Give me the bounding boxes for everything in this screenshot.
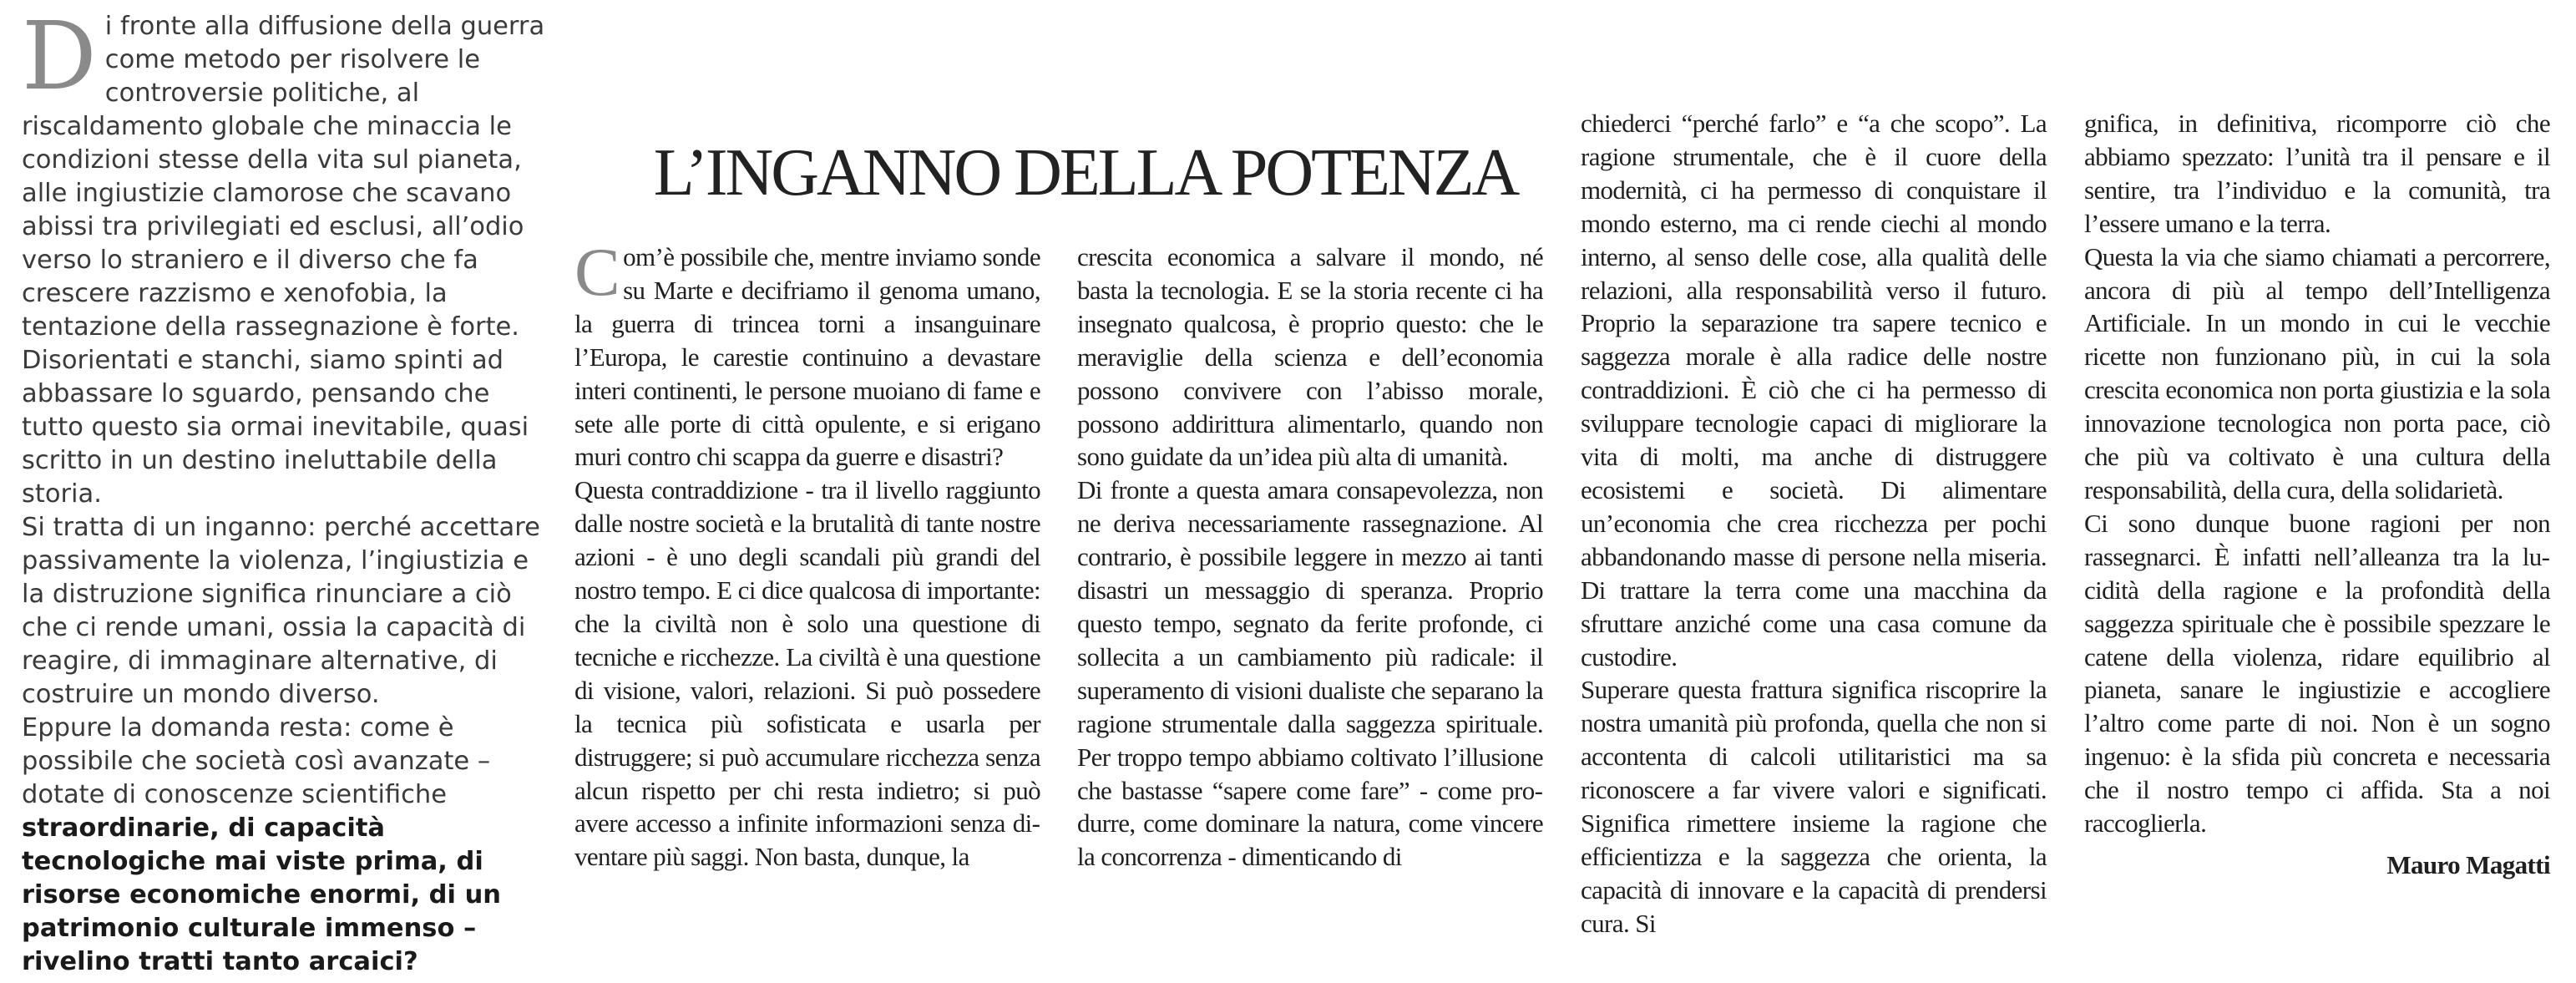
article-title: L’INGANNO DELLA POTENZA xyxy=(653,136,1518,210)
sidebar-paragraph-3 xyxy=(22,712,548,979)
article-dropcap: C xyxy=(574,234,620,310)
col4-paragraph-3: Ci sono dunque buone ragioni per non rassegnarci. È infatti nell’alleanza tra la lucidità della ragione e la profondità della saggezza spirituale che è possibile spezzare le catene della violenza, ridare equilibrio al pianeta, sanare le ingiustizie e accogliere l’altro come parte di noi. Non è un sogno ingenuo: è la sfida più concreta e necessaria che il nostro tempo ci affida. Sta a noi raccoglierla. xyxy=(2084,508,2550,839)
col2-paragraph-2: Di fronte a questa amara consapevolezza, non ne deriva necessariamente rassegnazione. Al contrario, è possibile leggere in mezzo ai tanti disastri un messaggio di speranza. Proprio questo tempo, segnato da ferite profonde, ci sollecita a un cambiamento più radicale: il superamento di visioni dualiste che separano la ragione strumentale dalla saggezza spirituale. Per troppo tempo abbiamo coltivato l’illusione che bastasse “sapere come fare” - come produrre, come dominare la natura, come vincere la concorrenza - dimenticando di xyxy=(1077,475,1543,872)
article-column-1 xyxy=(574,234,1040,874)
sidebar-column xyxy=(22,3,548,979)
sidebar-paragraph-3-bold: straordinarie, di capacità tecnologiche mai viste prima, di risorse economiche enormi, di un patrimonio culturale immenso – rivelino tratti tanto arcaici? xyxy=(22,813,501,976)
author-byline: Mauro Magatti xyxy=(2386,849,2550,879)
col1-paragraph-1-text: om’è possibile che, mentre inviamo sonde su Marte e decifriamo il genoma umano, la guerra di trincea torni a insanguinare l’Europa, le carestie continuino a devastare interi continenti, le persone muoiano di fame e sete alle porte di città opulente, e si erigano muri contro chi scappa da guerre e disastri? xyxy=(574,242,1040,472)
article-column-4 xyxy=(2084,107,2550,882)
sidebar-dropcap: D xyxy=(22,3,97,111)
sidebar-paragraph-3-plain: Eppure la domanda resta: come è possibile che società così avanzate – dotate di conoscenze scientifiche xyxy=(22,713,491,809)
sidebar-paragraph-2: Si tratta di un inganno: perché accettare passivamente la violenza, l’ingiustizia e la distruzione significa rinunciare a ciò che ci rende umani, ossia la capacità di reagire, di immaginare alternative, di costruire un mondo diverso. xyxy=(22,513,540,709)
col3-paragraph-1: chiederci “perché farlo” e “a che scopo”. La ragione strumentale, che è il cuore della modernità, ci ha permesso di conquistare il mondo esterno, ma ci rende ciechi al mondo interno, al senso delle cose, alla qualità delle relazioni, alla responsabilità verso il futuro. Proprio la separazione tra sapere tecnico e saggezza morale è alla radice delle nostre contraddizioni. È ciò che ci ha permesso di sviluppare tecnologie capaci di migliorare la vita di molti, ma anche di distruggere ecosistemi e società. Di alimentare un’economia che crea ricchezza per pochi abbandonando masse di persone nella miseria. Di trattare la terra come una macchina da sfruttare anziché come una casa comune da custodire. xyxy=(1581,109,2047,671)
article-column-3 xyxy=(1581,107,2047,940)
col1-paragraph-1 xyxy=(574,234,1040,474)
article-column-2 xyxy=(1077,241,1543,874)
col1-paragraph-2: Questa contraddizione - tra il livello raggiunto dalle nostre società e la brutalità di tante nostre azioni - è uno degli scandali più grandi del nostro tempo. E ci dice qualcosa di importante: che la civiltà non è solo una questione di tecniche e ricchezze. La civiltà è una questione di visione, valori, relazioni. Si può possedere la tecnica più sofisticata e usarla per distruggere; si può accumulare ricchezza senza alcun rispetto per chi resta indietro; si può avere accesso a infinite informazioni senza diventare più saggi. Non basta, dunque, la xyxy=(574,475,1040,872)
col3-paragraph-2: Superare questa frattura significa riscoprire la nostra umanità più profonda, quella che non si accontenta di calcoli utilitaristici ma sa riconoscere a far vivere valori e significati. Significa rimettere insieme la ragione che efficientizza e la saggezza che orienta, la capacità di innovare e la capacità di prendersi cura. Si xyxy=(1581,675,2047,938)
col2-paragraph-1: crescita economica a salvare il mondo, né basta la tecnologia. E se la storia recente ci ha insegnato qualcosa, è proprio questo: che le meraviglie della scienza e dell’economia possono convivere con l’abisso morale, possono addirittura alimentarlo, quando non sono guidate da un’idea più alta di umanità. xyxy=(1077,242,1543,472)
sidebar-paragraph-1-text: i fronte alla diffusione della guerra come metodo per risolvere le controversie politiche, al riscaldamento globale che minaccia le condizioni stesse della vita sul pianeta, alle ingiustizie clamorose che scavano abissi tra privilegiati ed esclusi, all’odio verso lo straniero e il diverso che fa crescere razzismo e xenofobia, la tentazione della rassegnazione è forte. Disorientati e stanchi, siamo spinti ad abbassare lo sguardo, pensando che tutto questo sia ormai inevitabile, quasi scritto in un destino ineluttabile della storia. xyxy=(22,12,545,509)
col4-paragraph-1: gnifica, in definitiva, ricomporre ciò che abbiamo spezzato: l’unità tra il pensare e il sentire, tra l’individuo e la comunità, tra l’essere umano e la terra. xyxy=(2084,109,2550,238)
col4-paragraph-2: Questa la via che siamo chiamati a percorrere, ancora di più al tempo dell’Intelligenza Artificiale. In un mondo in cui le vecchie ricette non funzionano più, in cui la sola crescita economica non porta giustizia e la sola innovazione tecnologica non porta pace, ciò che più va coltivato è una cultura della responsabilità, della cura, della solidarietà. xyxy=(2084,241,2550,504)
sidebar-paragraph-1 xyxy=(22,3,548,511)
